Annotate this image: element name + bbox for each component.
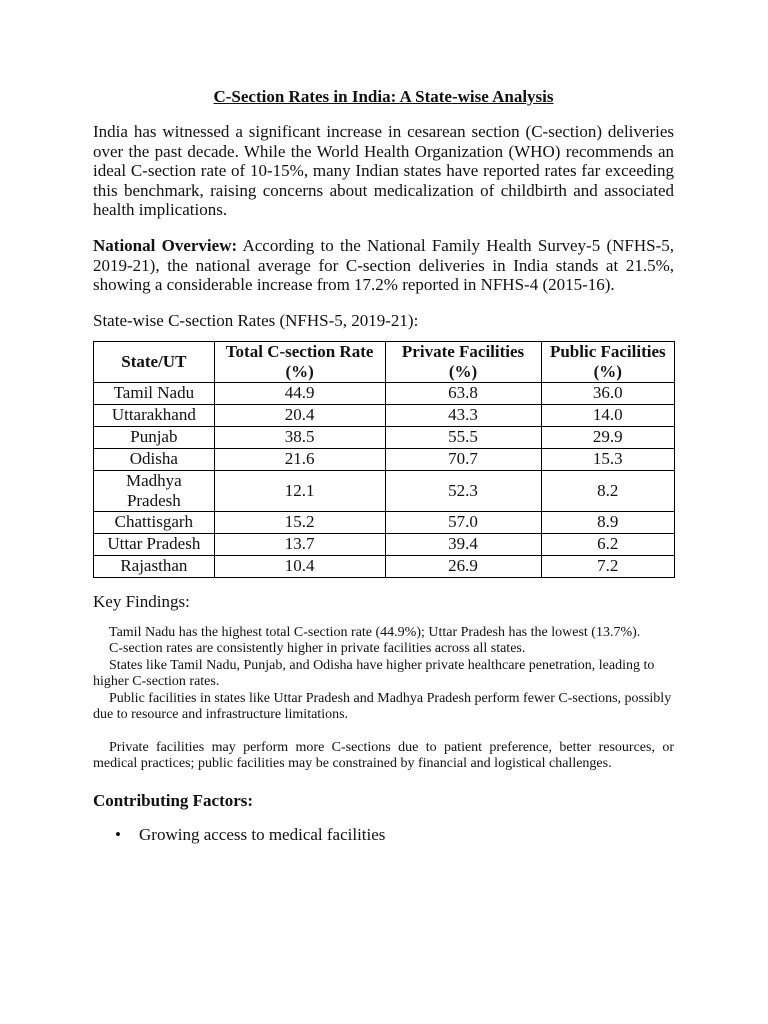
contributing-factors-list: [93, 825, 674, 845]
intro-paragraph: India has witnessed a significant increase in cesarean section (C-section) deliveries over the past decade. While the World Health Organization (WHO) recommends an ideal C-section rate of 10-15%, many Indian states have reported rates far exceeding this benchmark, raising concerns about medicalization of childbirth and associated health implications.: [93, 122, 674, 220]
table-row: [94, 533, 675, 555]
cell-total: 20.4: [214, 404, 385, 426]
table-row: [94, 448, 675, 470]
finding-item: C-section rates are consistently higher in private facilities across all states.: [109, 641, 526, 657]
finding-item: Tamil Nadu has the highest total C-section rate (44.9%); Uttar Pradesh has the lowest (13.7%).: [109, 624, 641, 640]
cell-total: 21.6: [214, 448, 385, 470]
cell-total: 13.7: [214, 533, 385, 555]
cell-public: 36.0: [541, 382, 674, 404]
cell-private: 43.3: [385, 404, 541, 426]
cell-total: 12.1: [214, 470, 385, 511]
cell-state: Odisha: [94, 448, 215, 470]
cell-private: 63.8: [385, 382, 541, 404]
finding-item: Public facilities in states like Uttar Pradesh and Madhya Pradesh perform fewer C-sections, possibly due to resource and infrastructure limitations.: [93, 690, 672, 723]
national-overview-text: According to the National Family Health Survey-5 (NFHS-5, 2019-21), the national average for C-section deliveries in India stands at 21.5%, showing a considerable increase from 17.2% reported in NFHS-4 (2015-16).: [93, 235, 675, 295]
table-caption: State-wise C-section Rates (NFHS-5, 2019-21):: [93, 310, 419, 330]
cell-state: Uttar Pradesh: [94, 533, 215, 555]
cell-total: 15.2: [214, 511, 385, 533]
header-private: Private Facilities (%): [385, 341, 541, 382]
cell-total: 38.5: [214, 426, 385, 448]
cell-private: 70.7: [385, 448, 541, 470]
table-row: [94, 426, 675, 448]
bullet-icon: •: [115, 824, 121, 844]
table-row: [94, 404, 675, 426]
cell-public: 6.2: [541, 533, 674, 555]
cell-total: 44.9: [214, 382, 385, 404]
factor-text: Growing access to medical facilities: [139, 824, 386, 844]
finding-item: States like Tamil Nadu, Punjab, and Odisha have higher private healthcare penetration, leading to higher C-section rates.: [93, 657, 655, 690]
contributing-factors-heading: Contributing Factors:: [93, 790, 254, 810]
cell-public: 8.2: [541, 470, 674, 511]
table-row: [94, 382, 675, 404]
cell-private: 39.4: [385, 533, 541, 555]
key-findings-list: [93, 625, 674, 724]
cell-public: 29.9: [541, 426, 674, 448]
header-state: State/UT: [94, 341, 215, 382]
cell-total: 10.4: [214, 555, 385, 577]
cell-private: 26.9: [385, 555, 541, 577]
table-row: [94, 511, 675, 533]
page-title: C-Section Rates in India: A State-wise Analysis: [213, 87, 554, 106]
cell-state: Punjab: [94, 426, 215, 448]
table-row: [94, 555, 675, 577]
table-header-row: [94, 341, 675, 382]
csection-rates-table: [93, 341, 675, 578]
cell-state: Uttarakhand: [94, 404, 215, 426]
cell-public: 14.0: [541, 404, 674, 426]
cell-private: 55.5: [385, 426, 541, 448]
national-overview-paragraph: [93, 236, 674, 295]
cell-public: 15.3: [541, 448, 674, 470]
cell-public: 8.9: [541, 511, 674, 533]
cell-private: 57.0: [385, 511, 541, 533]
cell-state: Tamil Nadu: [94, 382, 215, 404]
header-total-rate: Total C-section Rate (%): [214, 341, 385, 382]
key-findings-heading: Key Findings:: [93, 591, 190, 611]
list-item: [115, 824, 674, 845]
national-overview-label: National Overview:: [93, 235, 238, 255]
private-facilities-note: Private facilities may perform more C-sections due to patient preference, better resources, or medical practices; public facilities may be constrained by financial and logistical challenges.: [93, 739, 674, 772]
header-public: Public Facilities (%): [541, 341, 674, 382]
cell-state: Rajasthan: [94, 555, 215, 577]
cell-state: Madhya Pradesh: [94, 470, 215, 511]
document-page: [93, 86, 674, 845]
table-row: [94, 470, 675, 511]
cell-private: 52.3: [385, 470, 541, 511]
cell-public: 7.2: [541, 555, 674, 577]
cell-state: Chattisgarh: [94, 511, 215, 533]
